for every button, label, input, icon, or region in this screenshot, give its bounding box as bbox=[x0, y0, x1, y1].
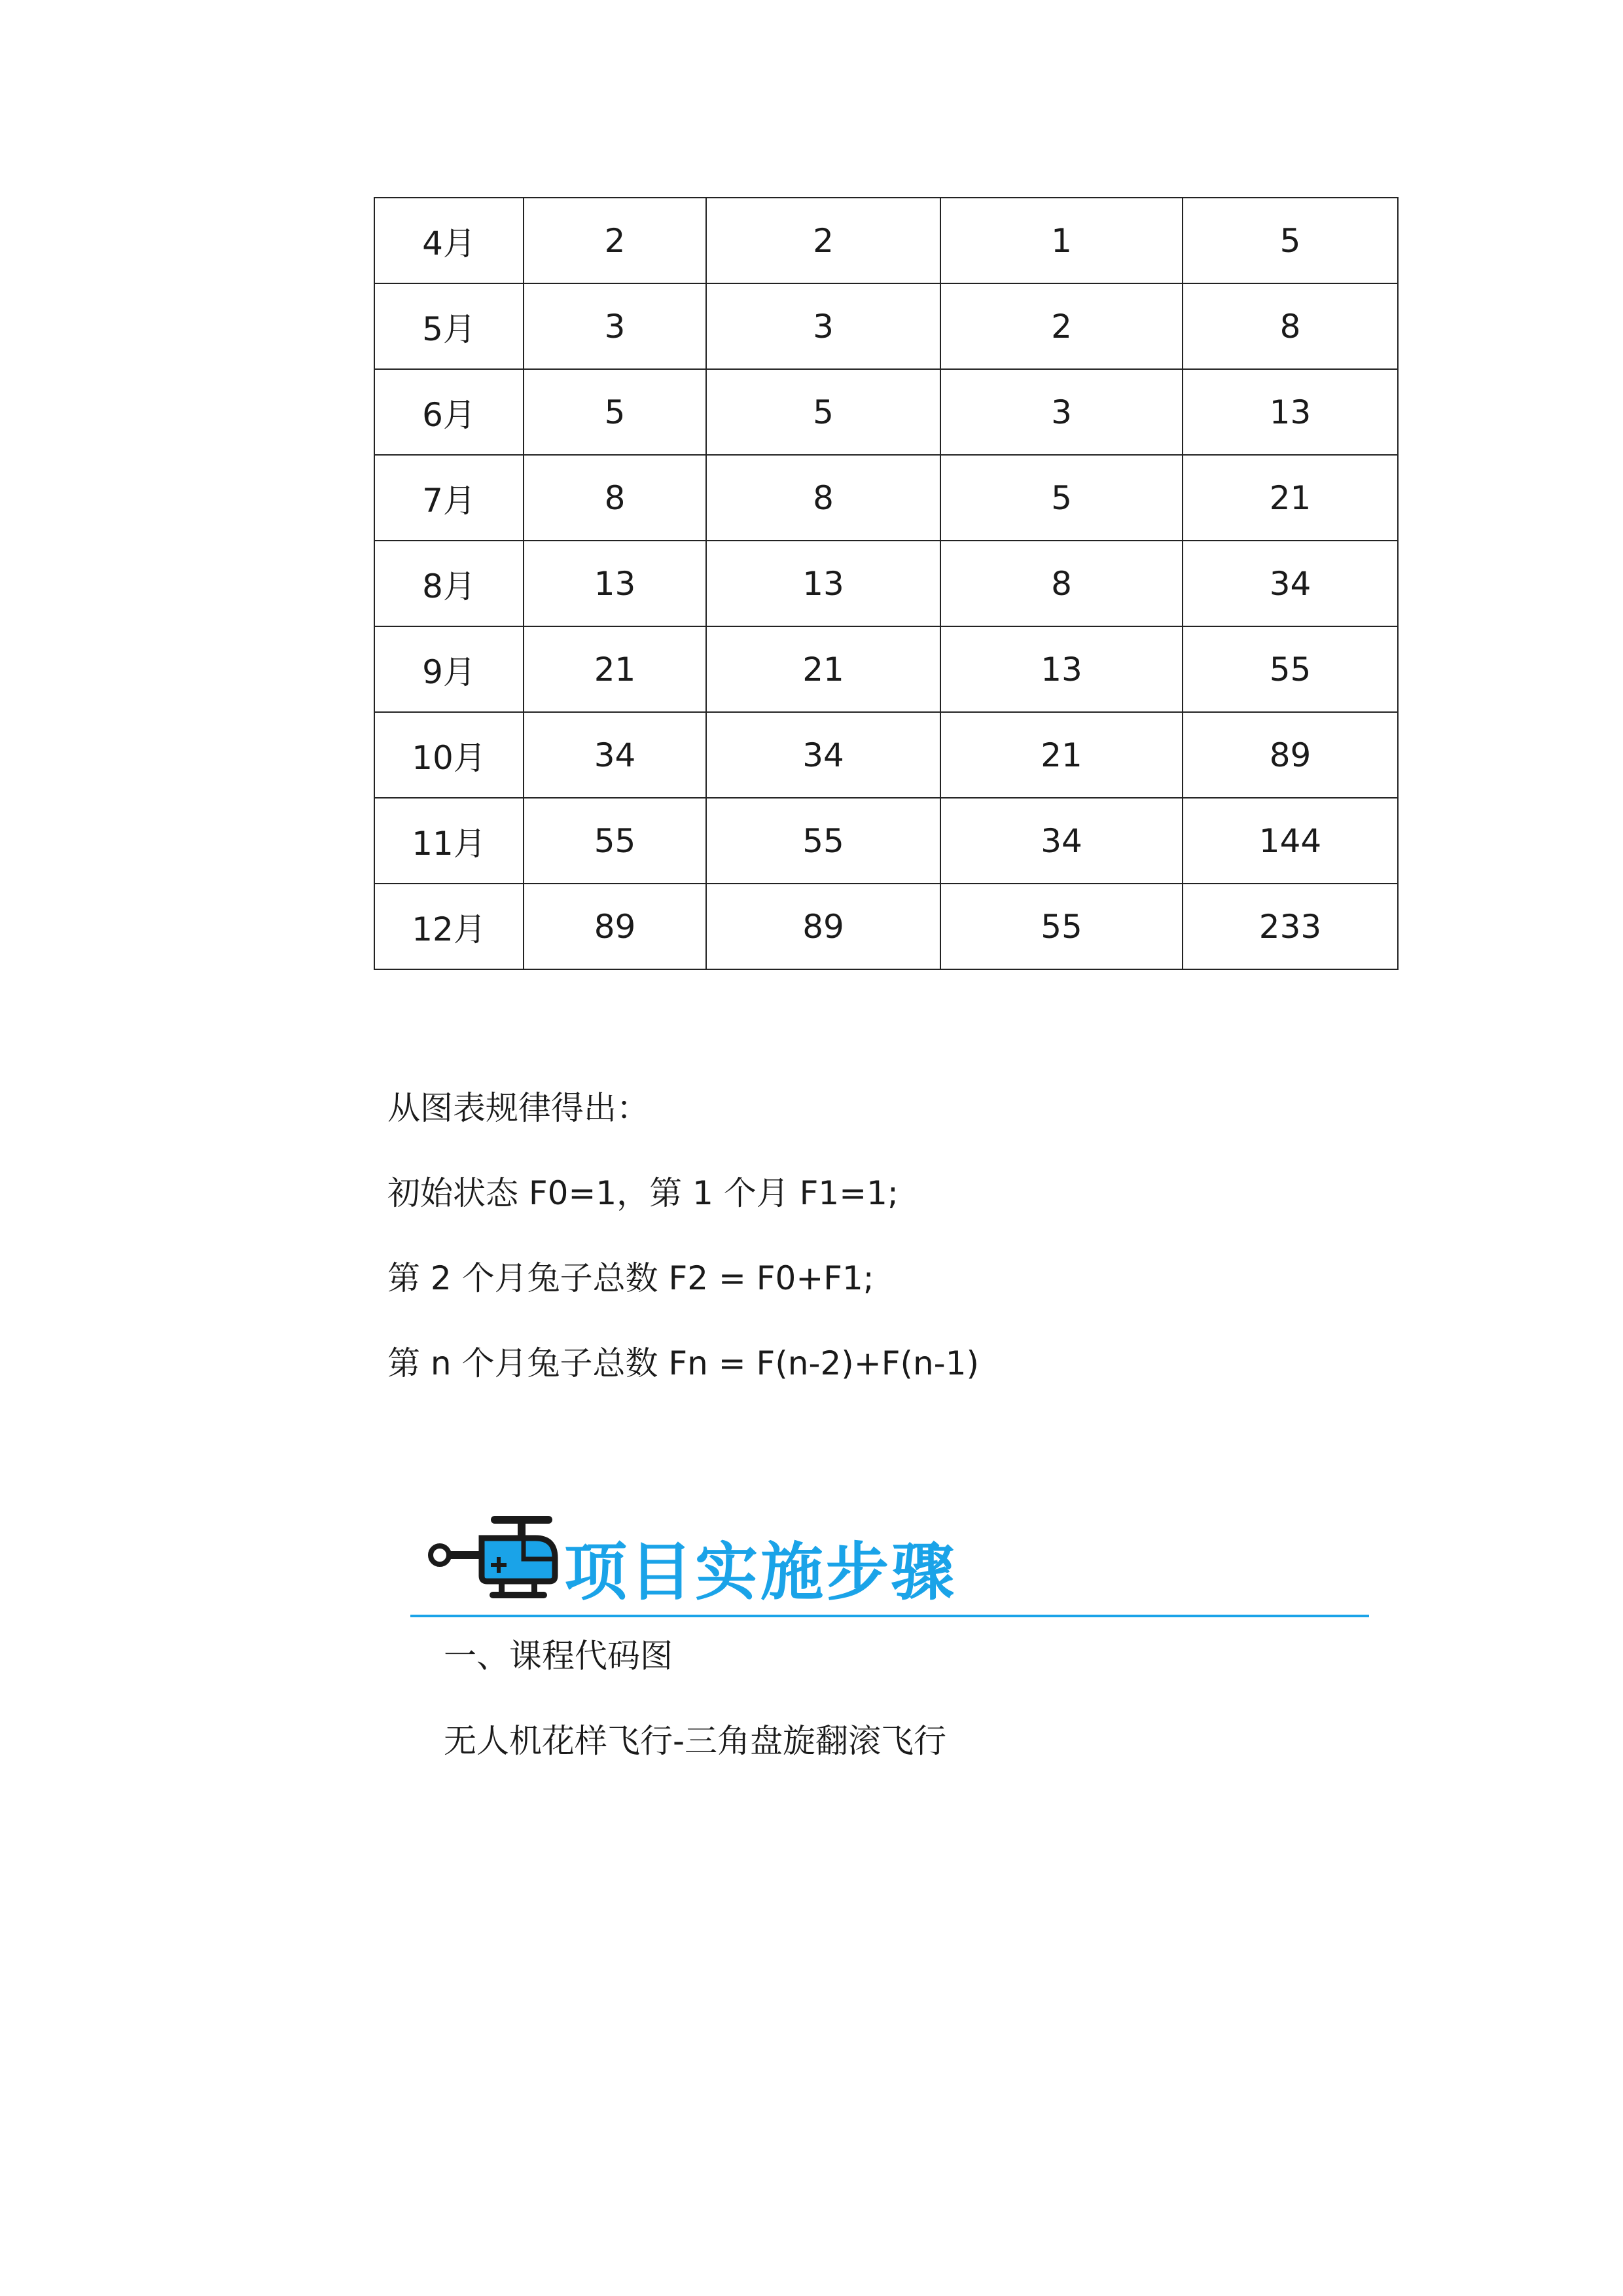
value-cell: 21 bbox=[940, 712, 1183, 798]
value-cell: 34 bbox=[1183, 541, 1398, 626]
value-cell: 8 bbox=[524, 455, 706, 541]
fibonacci-table bbox=[374, 197, 1399, 970]
value-cell: 5 bbox=[940, 455, 1183, 541]
value-cell: 2 bbox=[706, 198, 940, 283]
value-cell: 13 bbox=[706, 541, 940, 626]
sub-heading-flight: 无人机花样飞行-三角盘旋翻滚飞行 bbox=[444, 1722, 947, 1760]
value-cell: 55 bbox=[524, 798, 706, 884]
value-cell: 8 bbox=[706, 455, 940, 541]
table-row bbox=[374, 455, 1398, 541]
conclusion-intro: 从图表规律得出： bbox=[387, 1089, 649, 1127]
month-cell: 8月 bbox=[374, 541, 524, 626]
helicopter-icon bbox=[425, 1505, 563, 1604]
value-cell: 13 bbox=[524, 541, 706, 626]
section-divider bbox=[410, 1615, 1369, 1617]
value-cell: 8 bbox=[940, 541, 1183, 626]
month-cell: 9月 bbox=[374, 626, 524, 712]
value-cell: 55 bbox=[1183, 626, 1398, 712]
value-cell: 34 bbox=[524, 712, 706, 798]
value-cell: 34 bbox=[706, 712, 940, 798]
value-cell: 21 bbox=[1183, 455, 1398, 541]
value-cell: 13 bbox=[1183, 369, 1398, 455]
value-cell: 89 bbox=[524, 884, 706, 969]
section-title: 项目实施步骤 bbox=[564, 1535, 957, 1609]
value-cell: 2 bbox=[940, 283, 1183, 369]
section-heading bbox=[425, 1505, 1374, 1623]
month-cell: 10月 bbox=[374, 712, 524, 798]
value-cell: 233 bbox=[1183, 884, 1398, 969]
value-cell: 3 bbox=[940, 369, 1183, 455]
formula-month-2: 第 2 个月兔子总数 F2 = F0+F1; bbox=[387, 1259, 874, 1297]
table-row bbox=[374, 712, 1398, 798]
value-cell: 5 bbox=[1183, 198, 1398, 283]
table-row bbox=[374, 626, 1398, 712]
value-cell: 2 bbox=[524, 198, 706, 283]
value-cell: 3 bbox=[706, 283, 940, 369]
value-cell: 144 bbox=[1183, 798, 1398, 884]
value-cell: 89 bbox=[706, 884, 940, 969]
value-cell: 5 bbox=[706, 369, 940, 455]
table-row bbox=[374, 369, 1398, 455]
value-cell: 1 bbox=[940, 198, 1183, 283]
table-row bbox=[374, 884, 1398, 969]
value-cell: 21 bbox=[706, 626, 940, 712]
value-cell: 8 bbox=[1183, 283, 1398, 369]
table-row bbox=[374, 798, 1398, 884]
month-cell: 4月 bbox=[374, 198, 524, 283]
value-cell: 89 bbox=[1183, 712, 1398, 798]
month-cell: 6月 bbox=[374, 369, 524, 455]
value-cell: 34 bbox=[940, 798, 1183, 884]
value-cell: 3 bbox=[524, 283, 706, 369]
value-cell: 21 bbox=[524, 626, 706, 712]
month-cell: 12月 bbox=[374, 884, 524, 969]
value-cell: 55 bbox=[706, 798, 940, 884]
formula-initial: 初始状态 F0=1，第 1 个月 F1=1; bbox=[387, 1174, 899, 1212]
month-cell: 7月 bbox=[374, 455, 524, 541]
value-cell: 5 bbox=[524, 369, 706, 455]
table-row bbox=[374, 541, 1398, 626]
value-cell: 55 bbox=[940, 884, 1183, 969]
month-cell: 5月 bbox=[374, 283, 524, 369]
value-cell: 13 bbox=[940, 626, 1183, 712]
month-cell: 11月 bbox=[374, 798, 524, 884]
sub-heading-code: 一、课程代码图 bbox=[444, 1637, 673, 1675]
formula-month-n: 第 n 个月兔子总数 Fn = F(n-2)+F(n-1) bbox=[387, 1344, 980, 1382]
table-row bbox=[374, 283, 1398, 369]
table-row bbox=[374, 198, 1398, 283]
